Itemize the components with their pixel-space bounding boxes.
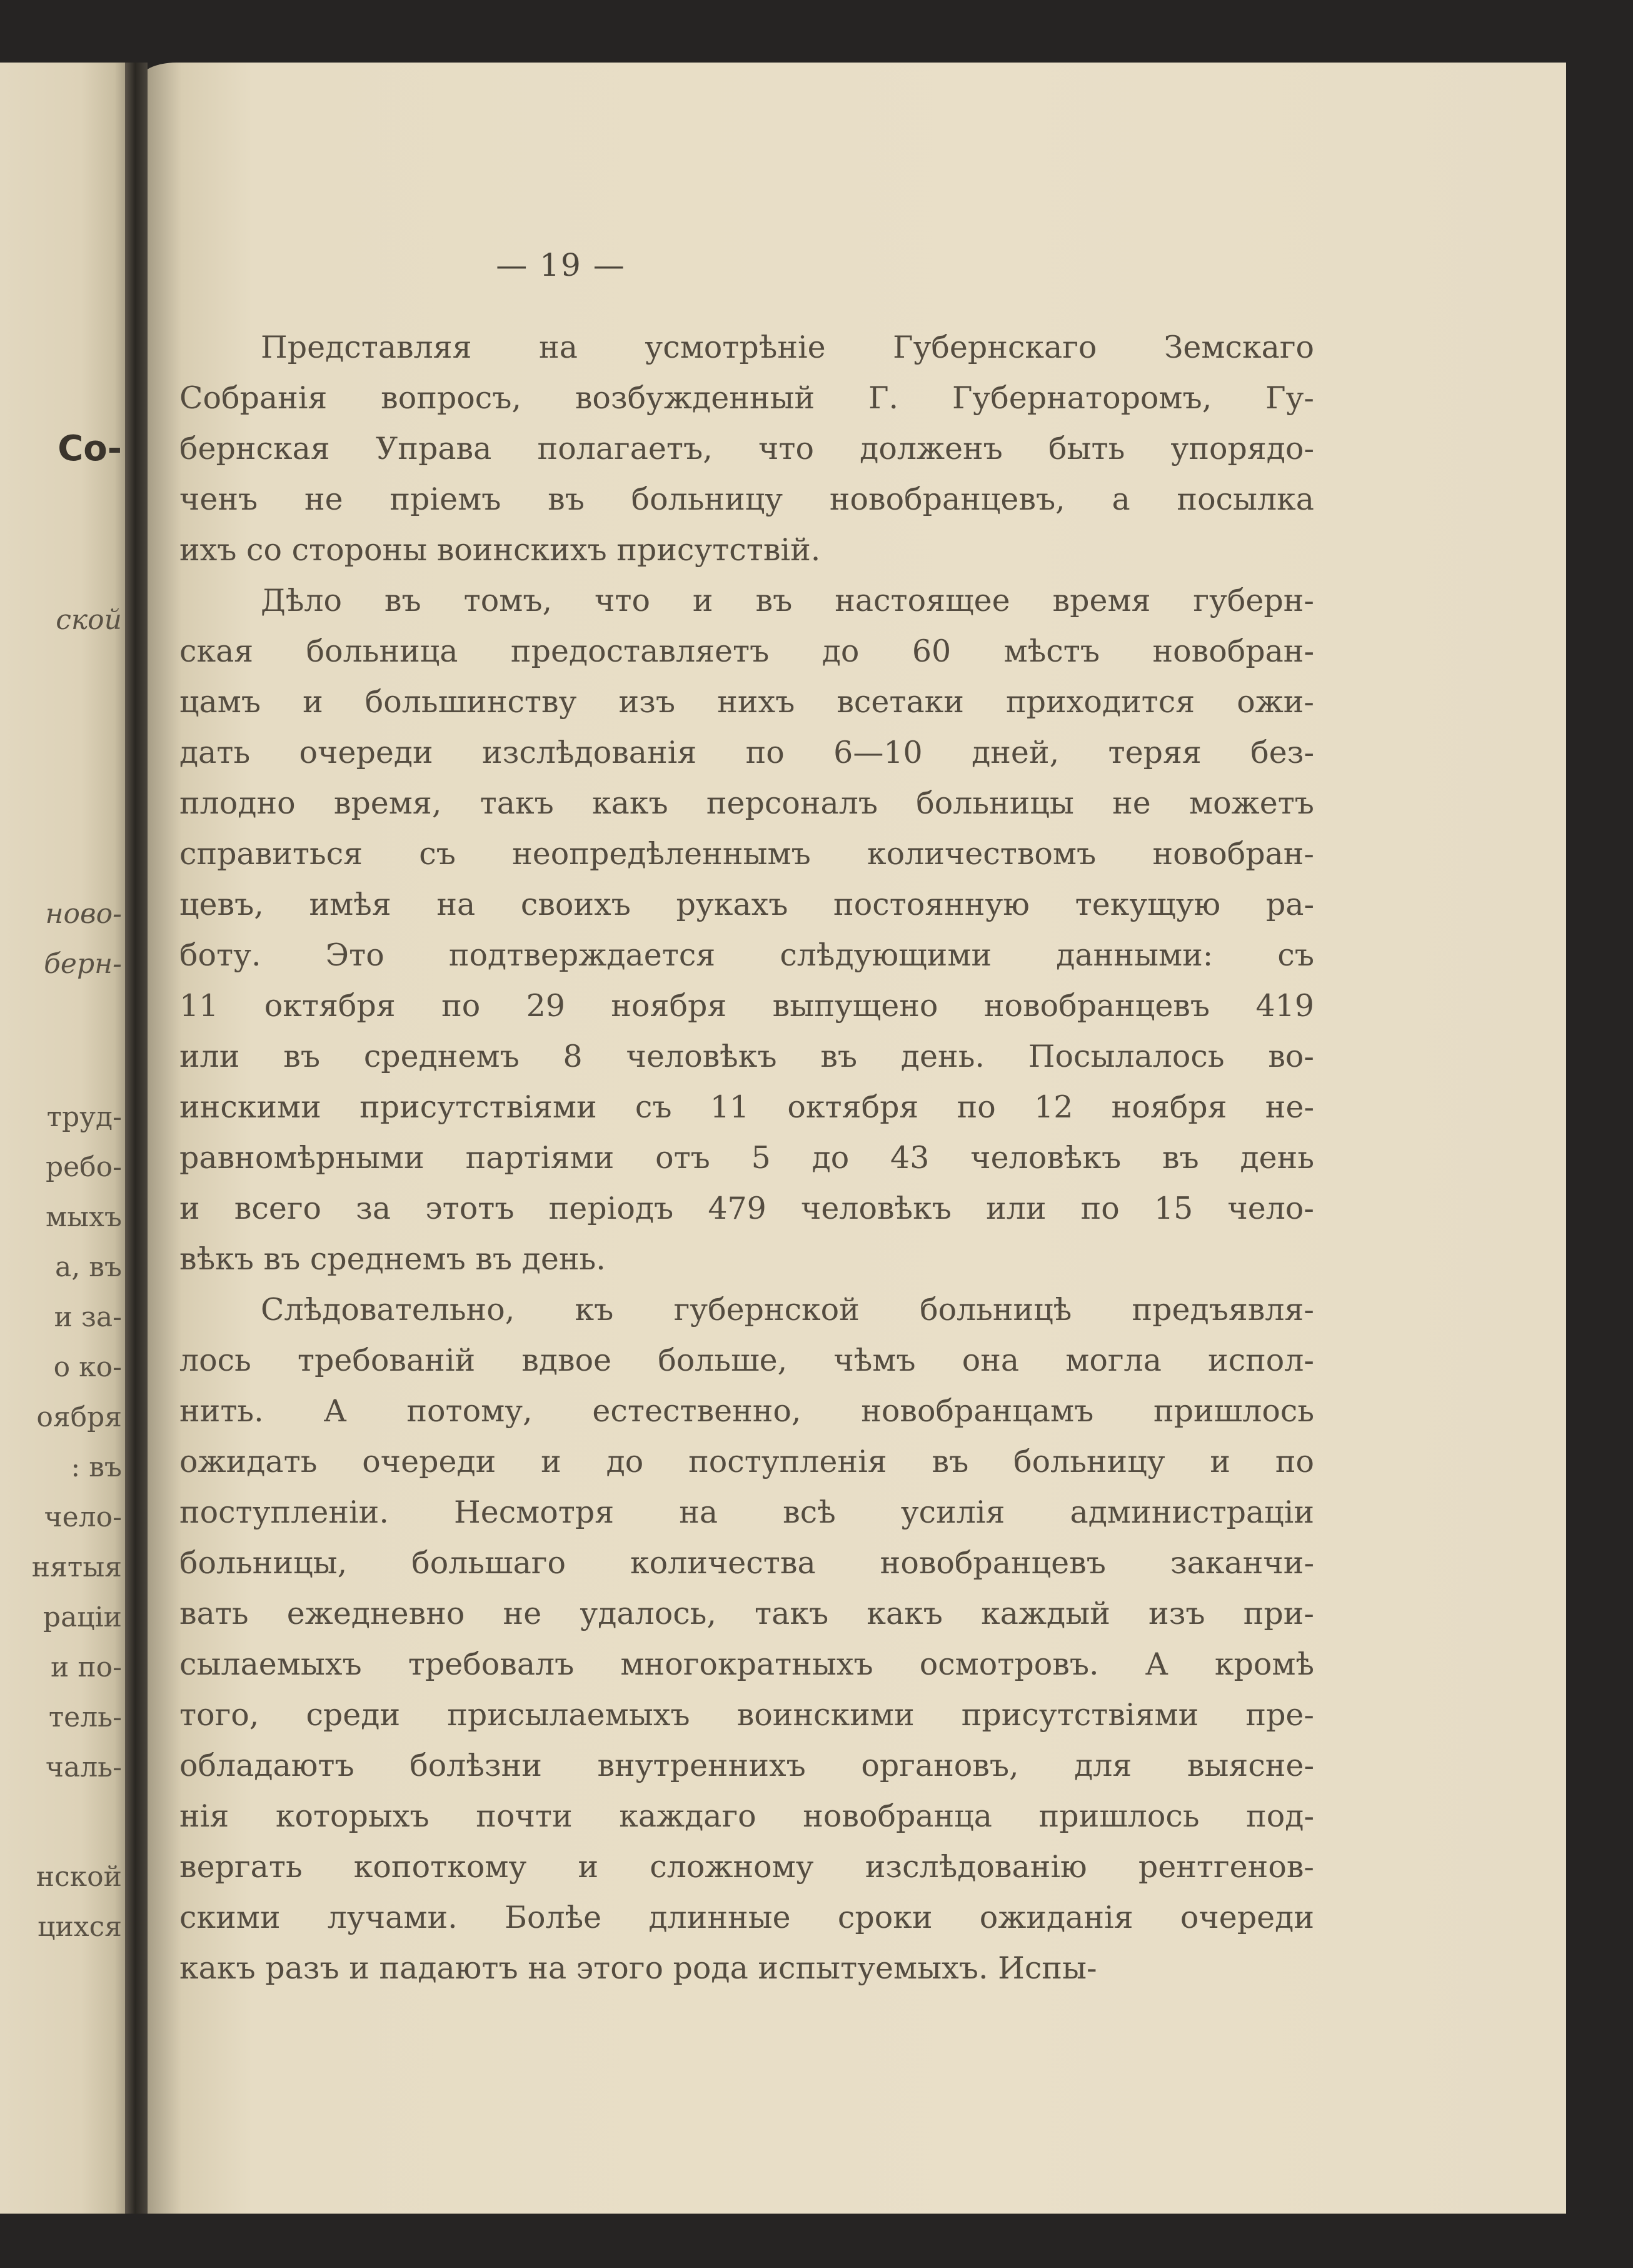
left-page-fragment: Со- (58, 428, 122, 469)
left-page-fragment: нской (36, 1861, 122, 1893)
text-line: вѣкъ въ среднемъ въ день. (179, 1241, 606, 1277)
text-line: ченъ не пріемъ въ больницу новобранцевъ, а посылка (179, 481, 1314, 517)
left-page-fragment: труд- (46, 1101, 122, 1133)
left-page-fragment: о ко- (53, 1351, 122, 1383)
left-page-fragment: а, въ (55, 1251, 122, 1283)
text-line: ихъ со стороны воинскихъ присутствій. (179, 532, 821, 568)
left-page-fragment: мыхъ (45, 1201, 122, 1233)
left-page-fragment: и по- (51, 1651, 122, 1683)
text-line: справиться съ неопредѣленнымъ количествомъ новобран- (179, 836, 1314, 872)
book-gutter (125, 63, 148, 2214)
text-line: вать ежедневно не удалось, такъ какъ каждый изъ при- (179, 1596, 1314, 1631)
text-line: нить. А потому, естественно, новобранцамъ пришлось (179, 1393, 1314, 1429)
text-line: вергать копоткому и сложному изслѣдованію рентгенов- (179, 1849, 1314, 1885)
text-line: скими лучами. Болѣе длинные сроки ожиданія очереди (179, 1900, 1314, 1935)
text-line: Представляя на усмотрѣніе Губернскаго Земскаго (261, 330, 1314, 365)
text-line: Собранія вопросъ, возбужденный Г. Губернаторомъ, Гу- (179, 380, 1314, 416)
text-line: Слѣдовательно, къ губернской больницѣ предъявля- (261, 1292, 1314, 1328)
text-line: дать очереди изслѣдованія по 6—10 дней, теряя без- (179, 735, 1314, 770)
text-line: боту. Это подтверждается слѣдующими данными: съ (179, 937, 1314, 973)
text-line: обладаютъ болѣзни внутреннихъ органовъ, для выясне- (179, 1748, 1314, 1783)
text-line: лось требованій вдвое больше, чѣмъ она могла испол- (179, 1343, 1314, 1378)
left-page-fragment: и за- (54, 1301, 122, 1333)
text-line: какъ разъ и падаютъ на этого рода испытуемыхъ. Испы- (179, 1950, 1097, 1986)
text-line: ская больница предоставляетъ до 60 мѣстъ новобран- (179, 633, 1314, 669)
left-page-fragment: чаль- (45, 1751, 122, 1783)
left-page-fragment: цихся (38, 1911, 122, 1943)
text-line: поступленіи. Несмотря на всѣ усилія администраціи (179, 1494, 1314, 1530)
book-spread (0, 63, 1566, 2214)
text-line: 11 октября по 29 ноября выпущено новобранцевъ 419 (179, 988, 1314, 1024)
text-line: цамъ и большинству изъ нихъ всетаки приходится ожи- (179, 684, 1314, 720)
text-line: бернская Управа полагаетъ, что долженъ быть упорядо- (179, 431, 1314, 466)
text-line: нія которыхъ почти каждаго новобранца пришлось под- (179, 1798, 1314, 1834)
text-line: ожидать очереди и до поступленія въ больницу и по (179, 1444, 1314, 1479)
left-page-fragment: нятыя (31, 1551, 122, 1583)
left-page-fragment: раціи (43, 1601, 122, 1633)
left-page-fragment: : въ (71, 1451, 122, 1483)
left-page-fragment: оября (36, 1401, 122, 1433)
text-line: и всего за этотъ періодъ 479 человѣкъ или по 15 чело- (179, 1191, 1314, 1226)
text-line: Дѣло въ томъ, что и въ настоящее время губерн- (261, 583, 1314, 618)
right-page (139, 63, 1566, 2214)
body-text (179, 322, 1314, 1993)
left-page-fragment: берн- (44, 948, 122, 980)
text-line: того, среди присылаемыхъ воинскими присутствіями пре- (179, 1697, 1314, 1733)
text-line: инскими присутствіями съ 11 октября по 12 ноября не- (179, 1089, 1314, 1125)
left-page-fragment: ребо- (45, 1151, 122, 1183)
left-page-fragment: чело- (44, 1501, 122, 1533)
left-page-fragment: ской (56, 604, 122, 636)
text-line: больницы, большаго количества новобранцевъ заканчи- (179, 1545, 1314, 1581)
page-number: — 19 — (496, 247, 626, 283)
left-page-fragment: ново- (45, 898, 122, 930)
text-line: цевъ, имѣя на своихъ рукахъ постоянную текущую ра- (179, 887, 1314, 922)
text-line: равномѣрными партіями отъ 5 до 43 человѣкъ въ день (179, 1140, 1314, 1176)
text-line: сылаемыхъ требовалъ многократныхъ осмотровъ. А кромѣ (179, 1646, 1314, 1682)
left-page-fragment: тель- (48, 1701, 122, 1733)
text-line: плодно время, такъ какъ персоналъ больницы не можетъ (179, 785, 1314, 821)
text-line: или въ среднемъ 8 человѣкъ въ день. Посылалось во- (179, 1039, 1314, 1074)
